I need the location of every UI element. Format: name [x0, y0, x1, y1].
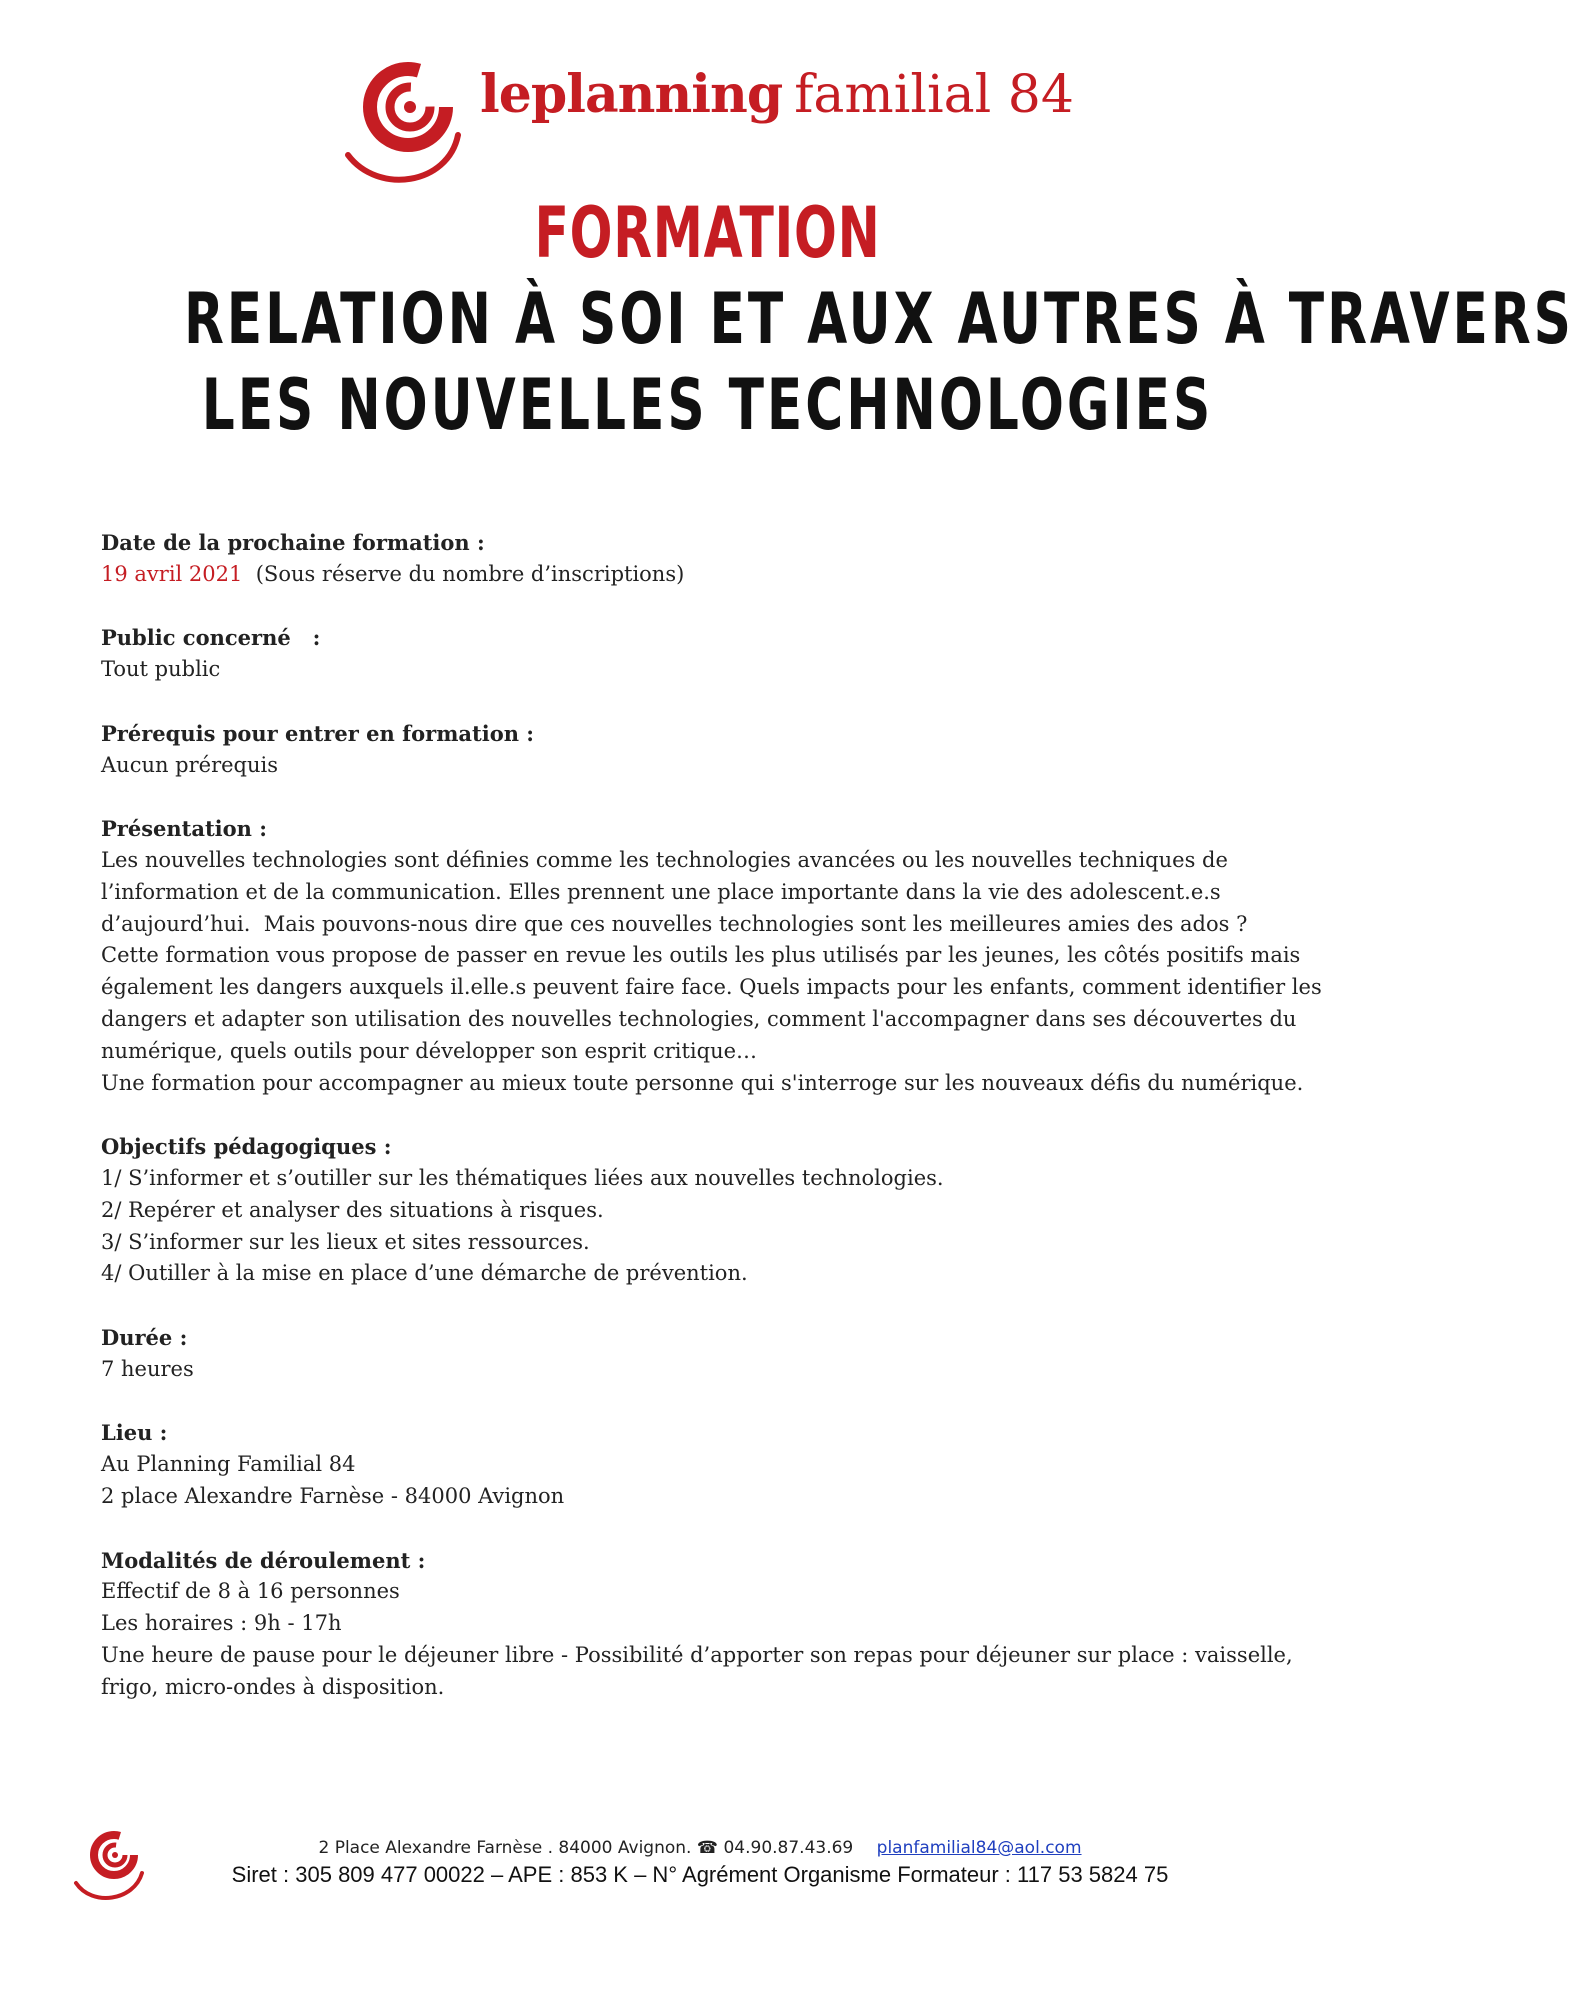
presentation-line: l’information et de la communication. Elles prennent une place importante dans la vie des adolescent.e.s	[101, 879, 1221, 904]
lieu-line-1: Au Planning Familial 84	[101, 1452, 356, 1477]
section-heading: Public concerné :	[101, 625, 321, 651]
next-date: 19 avril 2021	[101, 561, 243, 586]
section-heading: Lieu :	[101, 1420, 168, 1446]
section-heading: Présentation :	[101, 816, 267, 842]
title-line-1: RELATION À SOI ET AUX AUTRES À TRAVERS	[183, 278, 1574, 360]
document-body	[101, 527, 1331, 1735]
footer-logo-icon	[72, 1825, 152, 1905]
presentation-line: Les nouvelles technologies sont définies comme les technologies avancées ou les nouvelles techniques de	[101, 847, 1228, 872]
header-logo	[338, 55, 1074, 195]
footer-siret: Siret : 305 809 477 00022 – APE : 853 K – N° Agrément Organisme Formateur : 117 53 5824 75	[231, 1862, 1169, 1887]
logo-familial: familial 84	[794, 65, 1074, 125]
section-heading: Prérequis pour entrer en formation :	[101, 720, 535, 746]
section-public	[101, 622, 1331, 686]
footer-address: 2 Place Alexandre Farnèse . 84000 Avignon.	[318, 1838, 692, 1858]
planning-familial-logo-icon	[338, 55, 478, 195]
presentation-line: d’aujourd’hui. Mais pouvons-nous dire que ces nouvelles technologies sont les meilleures amies des ados ?	[101, 911, 1248, 936]
section-heading: Date de la prochaine formation :	[101, 530, 485, 555]
title-line-2: LES NOUVELLES TECHNOLOGIES	[201, 364, 1214, 446]
presentation-line: Une formation pour accompagner au mieux toute personne qui s'interroge sur les nouveaux défis du numérique.	[101, 1070, 1304, 1095]
objective-item: 1/ S’informer et s’outiller sur les thématiques liées aux nouvelles technologies.	[101, 1165, 944, 1190]
presentation-line: dangers et adapter son utilisation des nouvelles technologies, comment l'accompagner dans ses découvertes du	[101, 1006, 1297, 1031]
logo-wordmark	[480, 64, 1074, 125]
title-block	[0, 190, 1574, 448]
prereq-text: Aucun prérequis	[101, 752, 279, 777]
footer	[150, 1835, 1250, 1889]
objective-item: 2/ Repérer et analyser des situations à risques.	[101, 1197, 604, 1222]
modalites-line: Une heure de pause pour le déjeuner libre - Possibilité d’apporter son repas pour déjeuner sur place : vaisselle,	[101, 1642, 1293, 1667]
footer-email-link[interactable]: planfamilial84@aol.com	[876, 1838, 1082, 1858]
modalites-line: Effectif de 8 à 16 personnes	[101, 1579, 400, 1604]
objective-item: 3/ S’informer sur les lieux et sites ressources.	[101, 1229, 590, 1254]
footer-contact-line	[150, 1835, 1250, 1861]
date-line	[101, 559, 1331, 591]
objective-item: 4/ Outiller à la mise en place d’une démarche de prévention.	[101, 1261, 748, 1286]
section-duree	[101, 1322, 1331, 1386]
section-heading: Modalités de déroulement :	[101, 1547, 426, 1573]
presentation-line: numérique, quels outils pour développer son esprit critique…	[101, 1038, 758, 1063]
section-prereq	[101, 718, 1331, 782]
modalites-line: frigo, micro-ondes à disposition.	[101, 1674, 445, 1699]
title-formation: FORMATION	[534, 192, 881, 274]
public-text: Tout public	[101, 657, 221, 682]
section-presentation	[101, 813, 1331, 1099]
section-date	[101, 527, 1331, 591]
lieu-line-2: 2 place Alexandre Farnèse - 84000 Avignon	[101, 1483, 565, 1508]
phone-icon: ☎	[696, 1838, 719, 1858]
presentation-line: également les dangers auxquels il.elle.s peuvent faire face. Quels impacts pour les enfants, comment identifier les	[101, 975, 1322, 1000]
modalites-line: Les horaires : 9h - 17h	[101, 1611, 342, 1636]
section-heading: Objectifs pédagogiques :	[101, 1134, 392, 1160]
section-modalites	[101, 1545, 1331, 1704]
logo-planning: planning	[530, 64, 783, 125]
duree-text: 7 heures	[101, 1356, 194, 1381]
date-note: (Sous réserve du nombre d’inscriptions)	[255, 561, 685, 586]
footer-phone: 04.90.87.43.69	[723, 1838, 854, 1858]
section-lieu	[101, 1417, 1331, 1512]
section-objectifs	[101, 1131, 1331, 1290]
logo-le: le	[480, 64, 531, 125]
section-heading: Durée :	[101, 1324, 188, 1350]
presentation-line: Cette formation vous propose de passer en revue les outils les plus utilisés par les jeunes, les côtés positifs mais	[101, 943, 1301, 968]
